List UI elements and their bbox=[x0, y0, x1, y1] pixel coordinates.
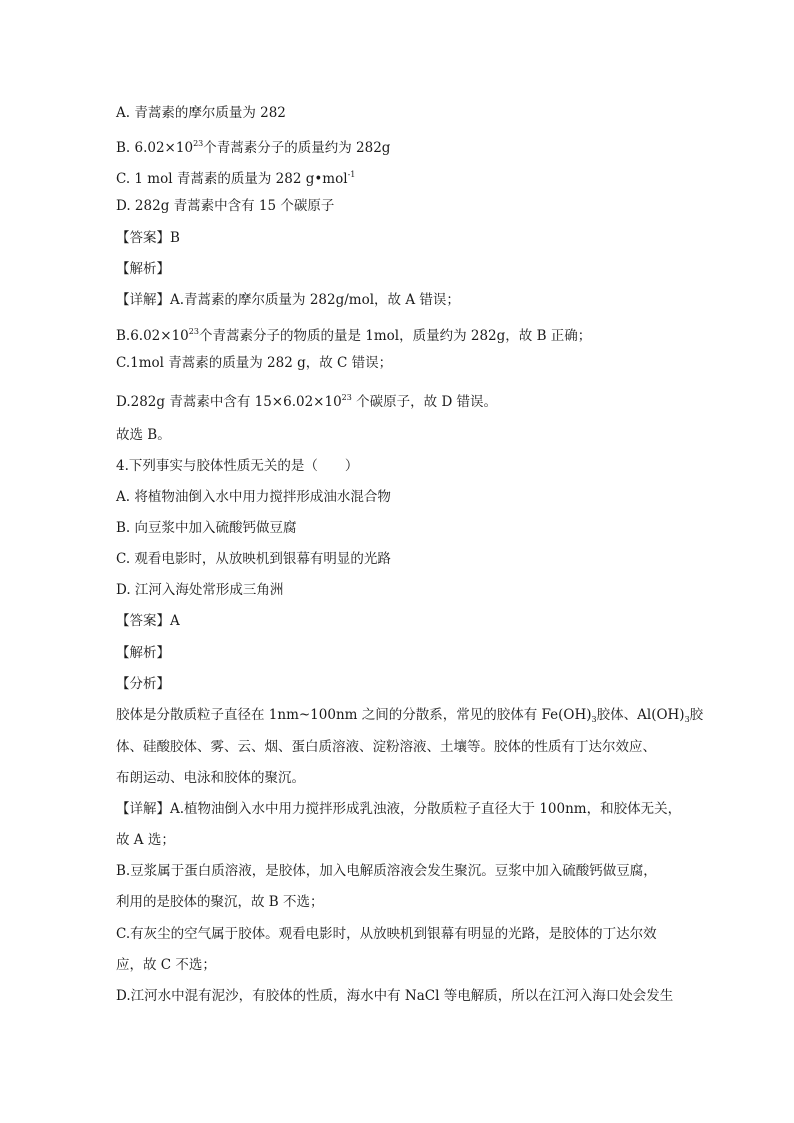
q4-detail-a-line-1: 【详解】A.植物油倒入水中用力搅拌形成乳浊液，分散质粒子直径大于 100nm，和胶体无关， bbox=[116, 801, 682, 817]
q4-answer: 【答案】A bbox=[116, 613, 180, 629]
q4-fenxi-line-3: 布朗运动、电泳和胶体的聚沉。 bbox=[116, 770, 305, 786]
q3-detail-d: D.282g 青蒿素中含有 $15\times 6.02\times 10^{23}$ 个碳原子，故 D 错误。 bbox=[116, 393, 498, 410]
q3-conclusion: 故选 B。 bbox=[116, 427, 171, 443]
q4-detail-b-line-1: B.豆浆属于蛋白质溶液，是胶体，加入电解质溶液会发生聚沉。豆浆中加入硫酸钙做豆腐， bbox=[116, 863, 657, 879]
q3-detail-a: 【详解】A.青蒿素的摩尔质量为 282g/mol，故 A 错误； bbox=[116, 292, 460, 308]
q3-detail-c: C.1mol 青蒿素的质量为 282 g，故 C 错误； bbox=[116, 355, 393, 371]
q4-option-a: A. 将植物油倒入水中用力搅拌形成油水混合物 bbox=[116, 489, 391, 505]
q4-stem: 4.下列事实与胶体性质无关的是（ ） bbox=[116, 458, 359, 474]
q3-option-a: A. 青蒿素的摩尔质量为 282 bbox=[116, 105, 286, 121]
q3-detail-b: $B.6.02\times 10^{23}$个青蒿素分子的物质的量是 1mol，质量约为 282g，故 B 正确； bbox=[116, 327, 592, 344]
q3-option-b: B. $6.02\times 10^{23}$个青蒿素分子的质量约为 282g bbox=[116, 139, 391, 156]
q3-option-d: D. 282g 青蒿素中含有 15 个碳原子 bbox=[116, 198, 335, 214]
q3-option-c: C. 1 mol 青蒿素的质量为 282 g•mol$^{-1}$ bbox=[116, 170, 356, 187]
q3-analysis-heading: 【解析】 bbox=[116, 261, 170, 277]
q4-detail-a-line-2: 故 A 选； bbox=[116, 832, 175, 848]
q4-fenxi-heading: 【分析】 bbox=[116, 676, 170, 692]
q4-analysis-heading: 【解析】 bbox=[116, 645, 170, 661]
q4-fenxi-line-1: 胶体是分散质粒子直径在 1nm~100nm 之间的分散系，常见的胶体有 $Fe(OH)_3$胶体、$Al(OH)_3$胶 bbox=[116, 707, 704, 724]
q4-option-d: D. 江河入海处常形成三角洲 bbox=[116, 582, 284, 598]
q4-detail-c-line-2: 应，故 C 不选； bbox=[116, 957, 216, 973]
q4-detail-d-line-1: D.江河水中混有泥沙，有胶体的性质，海水中有 NaCl 等电解质，所以在江河入海口处会发生 bbox=[116, 988, 674, 1004]
q4-option-b: B. 向豆浆中加入硫酸钙做豆腐 bbox=[116, 520, 297, 536]
q4-option-c: C. 观看电影时，从放映机到银幕有明显的光路 bbox=[116, 551, 391, 567]
q4-detail-b-line-2: 利用的是胶体的聚沉，故 B 不选； bbox=[116, 894, 324, 910]
q4-detail-c-line-1: C.有灰尘的空气属于胶体。观看电影时，从放映机到银幕有明显的光路，是胶体的丁达尔效 bbox=[116, 926, 657, 942]
q4-fenxi-line-2: 体、硅酸胶体、雾、云、烟、蛋白质溶液、淀粉溶液、土壤等。胶体的性质有丁达尔效应、 bbox=[116, 739, 656, 755]
q3-answer: 【答案】B bbox=[116, 230, 180, 246]
